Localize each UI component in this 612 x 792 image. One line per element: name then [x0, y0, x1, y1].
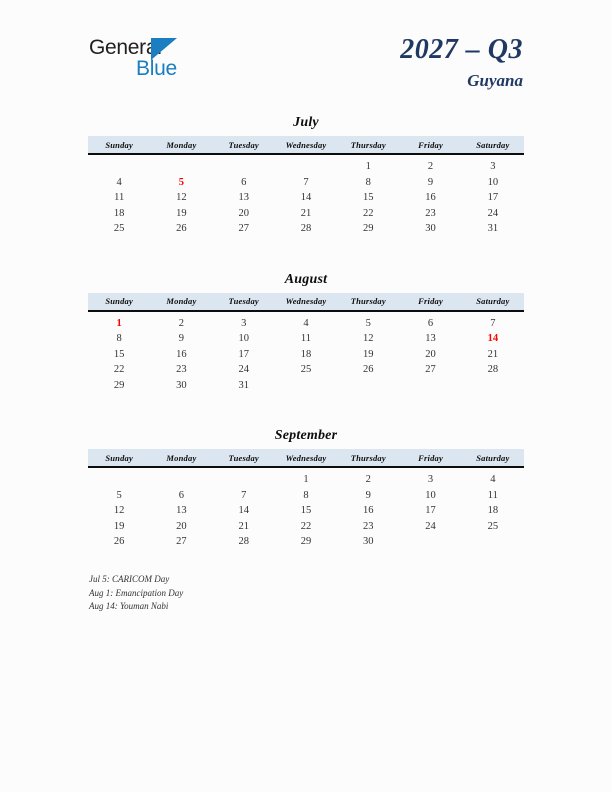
day-cell[interactable]: 14: [300, 192, 312, 204]
day-cell[interactable]: 19: [113, 520, 125, 532]
day-cell[interactable]: 28: [487, 364, 499, 376]
day-cell-empty: [275, 378, 337, 394]
general-blue-logo[interactable]: [89, 36, 279, 82]
month-block-july: [88, 113, 524, 237]
weekday-header-monday: Monday: [150, 449, 212, 467]
day-cell[interactable]: 27: [176, 536, 187, 548]
day-cell[interactable]: 1: [303, 474, 309, 486]
day-cell[interactable]: 7: [241, 489, 247, 501]
weekday-header-saturday: Saturday: [462, 449, 524, 467]
weekday-header-row: [88, 449, 524, 467]
day-cell[interactable]: 12: [113, 505, 125, 517]
month-title: September: [274, 428, 338, 443]
day-cell-holiday[interactable]: 1: [116, 317, 122, 329]
weekday-header-sunday: Sunday: [88, 293, 150, 311]
day-cell[interactable]: 13: [425, 333, 436, 345]
day-cell[interactable]: 30: [176, 379, 187, 391]
day-cell[interactable]: 7: [490, 317, 496, 329]
day-cell[interactable]: 24: [487, 207, 499, 219]
weekday-header-friday: Friday: [399, 136, 461, 154]
day-cell-holiday[interactable]: 5: [178, 176, 185, 188]
week-row: [88, 488, 524, 504]
day-cell[interactable]: 17: [238, 348, 249, 360]
day-cell[interactable]: 1: [365, 161, 371, 173]
calendar-table: [88, 449, 524, 550]
weekday-header-sunday: Sunday: [88, 136, 150, 154]
month-title: July: [293, 115, 319, 130]
weekday-header-friday: Friday: [399, 449, 461, 467]
day-cell[interactable]: 18: [487, 505, 499, 517]
logo-text-general: General: [89, 36, 162, 59]
day-cell[interactable]: 11: [300, 333, 312, 345]
day-cell[interactable]: 8: [303, 489, 309, 501]
week-row: [88, 154, 524, 175]
weekday-header-wednesday: Wednesday: [275, 293, 337, 311]
day-cell[interactable]: 16: [425, 192, 436, 204]
legend-item: Aug 1: Emancipation Day: [89, 587, 184, 598]
week-row: [88, 467, 524, 488]
day-cell[interactable]: 13: [176, 505, 187, 517]
day-cell[interactable]: 26: [113, 536, 125, 548]
day-cell[interactable]: 15: [300, 505, 312, 517]
week-row: [88, 519, 524, 535]
day-cell[interactable]: 4: [490, 474, 496, 486]
weekday-header-sunday: Sunday: [88, 449, 150, 467]
day-cell[interactable]: 2: [427, 161, 434, 173]
day-cell[interactable]: 9: [365, 489, 371, 501]
weekday-header-saturday: Saturday: [462, 136, 524, 154]
day-cell[interactable]: 18: [300, 348, 312, 360]
day-cell[interactable]: 4: [116, 176, 122, 188]
day-cell[interactable]: 27: [425, 364, 436, 376]
day-cell[interactable]: 27: [238, 223, 249, 235]
month-block-september: [88, 426, 524, 550]
weekday-header-wednesday: Wednesday: [275, 136, 337, 154]
day-cell[interactable]: 23: [176, 364, 187, 376]
holiday-legend: [89, 573, 389, 614]
day-cell[interactable]: 2: [178, 317, 185, 329]
day-cell-empty: [399, 378, 461, 394]
weekday-header-friday: Friday: [399, 293, 461, 311]
title-block: [400, 34, 523, 93]
day-cell[interactable]: 23: [425, 207, 436, 219]
weekday-header-tuesday: Tuesday: [213, 136, 275, 154]
day-cell[interactable]: 10: [487, 176, 499, 188]
day-cell[interactable]: 29: [113, 379, 125, 391]
week-row: [88, 347, 524, 363]
day-cell[interactable]: 17: [487, 192, 499, 204]
day-cell[interactable]: 3: [241, 317, 247, 329]
legend-item: Aug 14: Youman Nabi: [89, 601, 169, 611]
week-row: [88, 534, 524, 550]
page-header: [0, 0, 612, 110]
weekday-header-thursday: Thursday: [337, 293, 399, 311]
day-cell[interactable]: 6: [427, 317, 434, 329]
day-cell[interactable]: 16: [363, 505, 374, 517]
day-cell[interactable]: 18: [113, 207, 125, 219]
day-cell-empty: [88, 154, 150, 175]
day-cell[interactable]: 30: [425, 223, 436, 235]
day-cell[interactable]: 29: [363, 223, 374, 235]
week-row: [88, 331, 524, 347]
day-cell[interactable]: 10: [425, 489, 436, 501]
day-cell-empty: [213, 154, 275, 175]
day-cell[interactable]: 28: [300, 223, 312, 235]
day-cell[interactable]: 21: [238, 520, 249, 532]
day-cell[interactable]: 12: [176, 192, 187, 204]
day-cell[interactable]: 3: [490, 161, 496, 173]
day-cell-holiday[interactable]: 14: [487, 333, 499, 345]
weekday-header-tuesday: Tuesday: [213, 293, 275, 311]
day-cell[interactable]: 23: [363, 520, 374, 532]
day-cell[interactable]: 11: [114, 192, 125, 204]
day-cell[interactable]: 16: [176, 348, 187, 360]
day-cell[interactable]: 12: [363, 333, 374, 345]
day-cell[interactable]: 22: [300, 520, 312, 532]
day-cell[interactable]: 26: [363, 364, 374, 376]
logo-text-blue: Blue: [136, 57, 177, 80]
day-cell[interactable]: 28: [238, 536, 249, 548]
day-cell[interactable]: 19: [363, 348, 374, 360]
calendar-table: [88, 293, 524, 394]
month-title: August: [284, 271, 328, 287]
day-cell[interactable]: 24: [425, 520, 436, 532]
week-row: [88, 175, 524, 191]
day-cell[interactable]: 8: [116, 333, 122, 345]
day-cell[interactable]: 20: [238, 207, 249, 219]
day-cell[interactable]: 20: [176, 520, 187, 532]
weekday-header-monday: Monday: [150, 136, 212, 154]
day-cell-empty: [150, 467, 212, 488]
day-cell[interactable]: 31: [487, 223, 499, 235]
day-cell[interactable]: 21: [487, 348, 499, 360]
week-row: [88, 378, 524, 394]
day-cell[interactable]: 9: [178, 333, 185, 345]
weekday-header-monday: Monday: [150, 293, 212, 311]
calendar-months-container: [88, 113, 524, 583]
day-cell[interactable]: 19: [176, 207, 187, 219]
day-cell[interactable]: 7: [303, 176, 309, 188]
day-cell[interactable]: 9: [427, 176, 434, 188]
day-cell[interactable]: 25: [113, 223, 125, 235]
day-cell-empty: [150, 154, 212, 175]
week-row: [88, 206, 524, 222]
weekday-header-row: [88, 136, 524, 154]
month-block-august: [88, 270, 524, 394]
day-cell-empty: [462, 378, 524, 394]
week-row: [88, 362, 524, 378]
day-cell[interactable]: 8: [365, 176, 371, 188]
day-cell[interactable]: 2: [365, 474, 371, 486]
day-cell[interactable]: 5: [116, 489, 122, 501]
day-cell-empty: [275, 154, 337, 175]
weekday-header-row: [88, 293, 524, 311]
weekday-header-wednesday: Wednesday: [275, 449, 337, 467]
day-cell[interactable]: 24: [238, 364, 249, 376]
day-cell[interactable]: 4: [303, 317, 309, 329]
weekday-header-tuesday: Tuesday: [213, 449, 275, 467]
day-cell[interactable]: 21: [300, 207, 312, 219]
day-cell-empty: [399, 534, 461, 550]
page-title: 2027 – Q3: [400, 34, 523, 65]
day-cell[interactable]: 11: [487, 489, 498, 501]
day-cell[interactable]: 20: [425, 348, 436, 360]
week-row: [88, 190, 524, 206]
day-cell[interactable]: 6: [241, 176, 247, 188]
country-subtitle: Guyana: [467, 71, 523, 90]
day-cell[interactable]: 30: [363, 536, 374, 548]
day-cell[interactable]: 25: [300, 364, 312, 376]
weekday-header-thursday: Thursday: [337, 449, 399, 467]
day-cell[interactable]: 13: [238, 192, 249, 204]
day-cell[interactable]: 26: [176, 223, 187, 235]
day-cell-empty: [88, 467, 150, 488]
day-cell[interactable]: 3: [427, 474, 434, 486]
day-cell[interactable]: 14: [238, 505, 249, 517]
legend-item: Jul 5: CARICOM Day: [89, 574, 170, 584]
day-cell[interactable]: 6: [178, 489, 185, 501]
day-cell[interactable]: 17: [425, 505, 436, 517]
day-cell-empty: [213, 467, 275, 488]
day-cell[interactable]: 22: [113, 364, 125, 376]
calendar-table: [88, 136, 524, 237]
weekday-header-thursday: Thursday: [337, 136, 399, 154]
day-cell[interactable]: 25: [487, 520, 499, 532]
week-row: [88, 221, 524, 237]
day-cell[interactable]: 5: [365, 317, 371, 329]
day-cell[interactable]: 15: [113, 348, 125, 360]
day-cell[interactable]: 15: [363, 192, 374, 204]
day-cell-empty: [462, 534, 524, 550]
week-row: [88, 503, 524, 519]
day-cell[interactable]: 10: [238, 333, 249, 345]
day-cell[interactable]: 31: [238, 379, 249, 391]
week-row: [88, 311, 524, 332]
day-cell-empty: [337, 378, 399, 394]
weekday-header-saturday: Saturday: [462, 293, 524, 311]
day-cell[interactable]: 29: [300, 536, 312, 548]
day-cell[interactable]: 22: [363, 207, 374, 219]
